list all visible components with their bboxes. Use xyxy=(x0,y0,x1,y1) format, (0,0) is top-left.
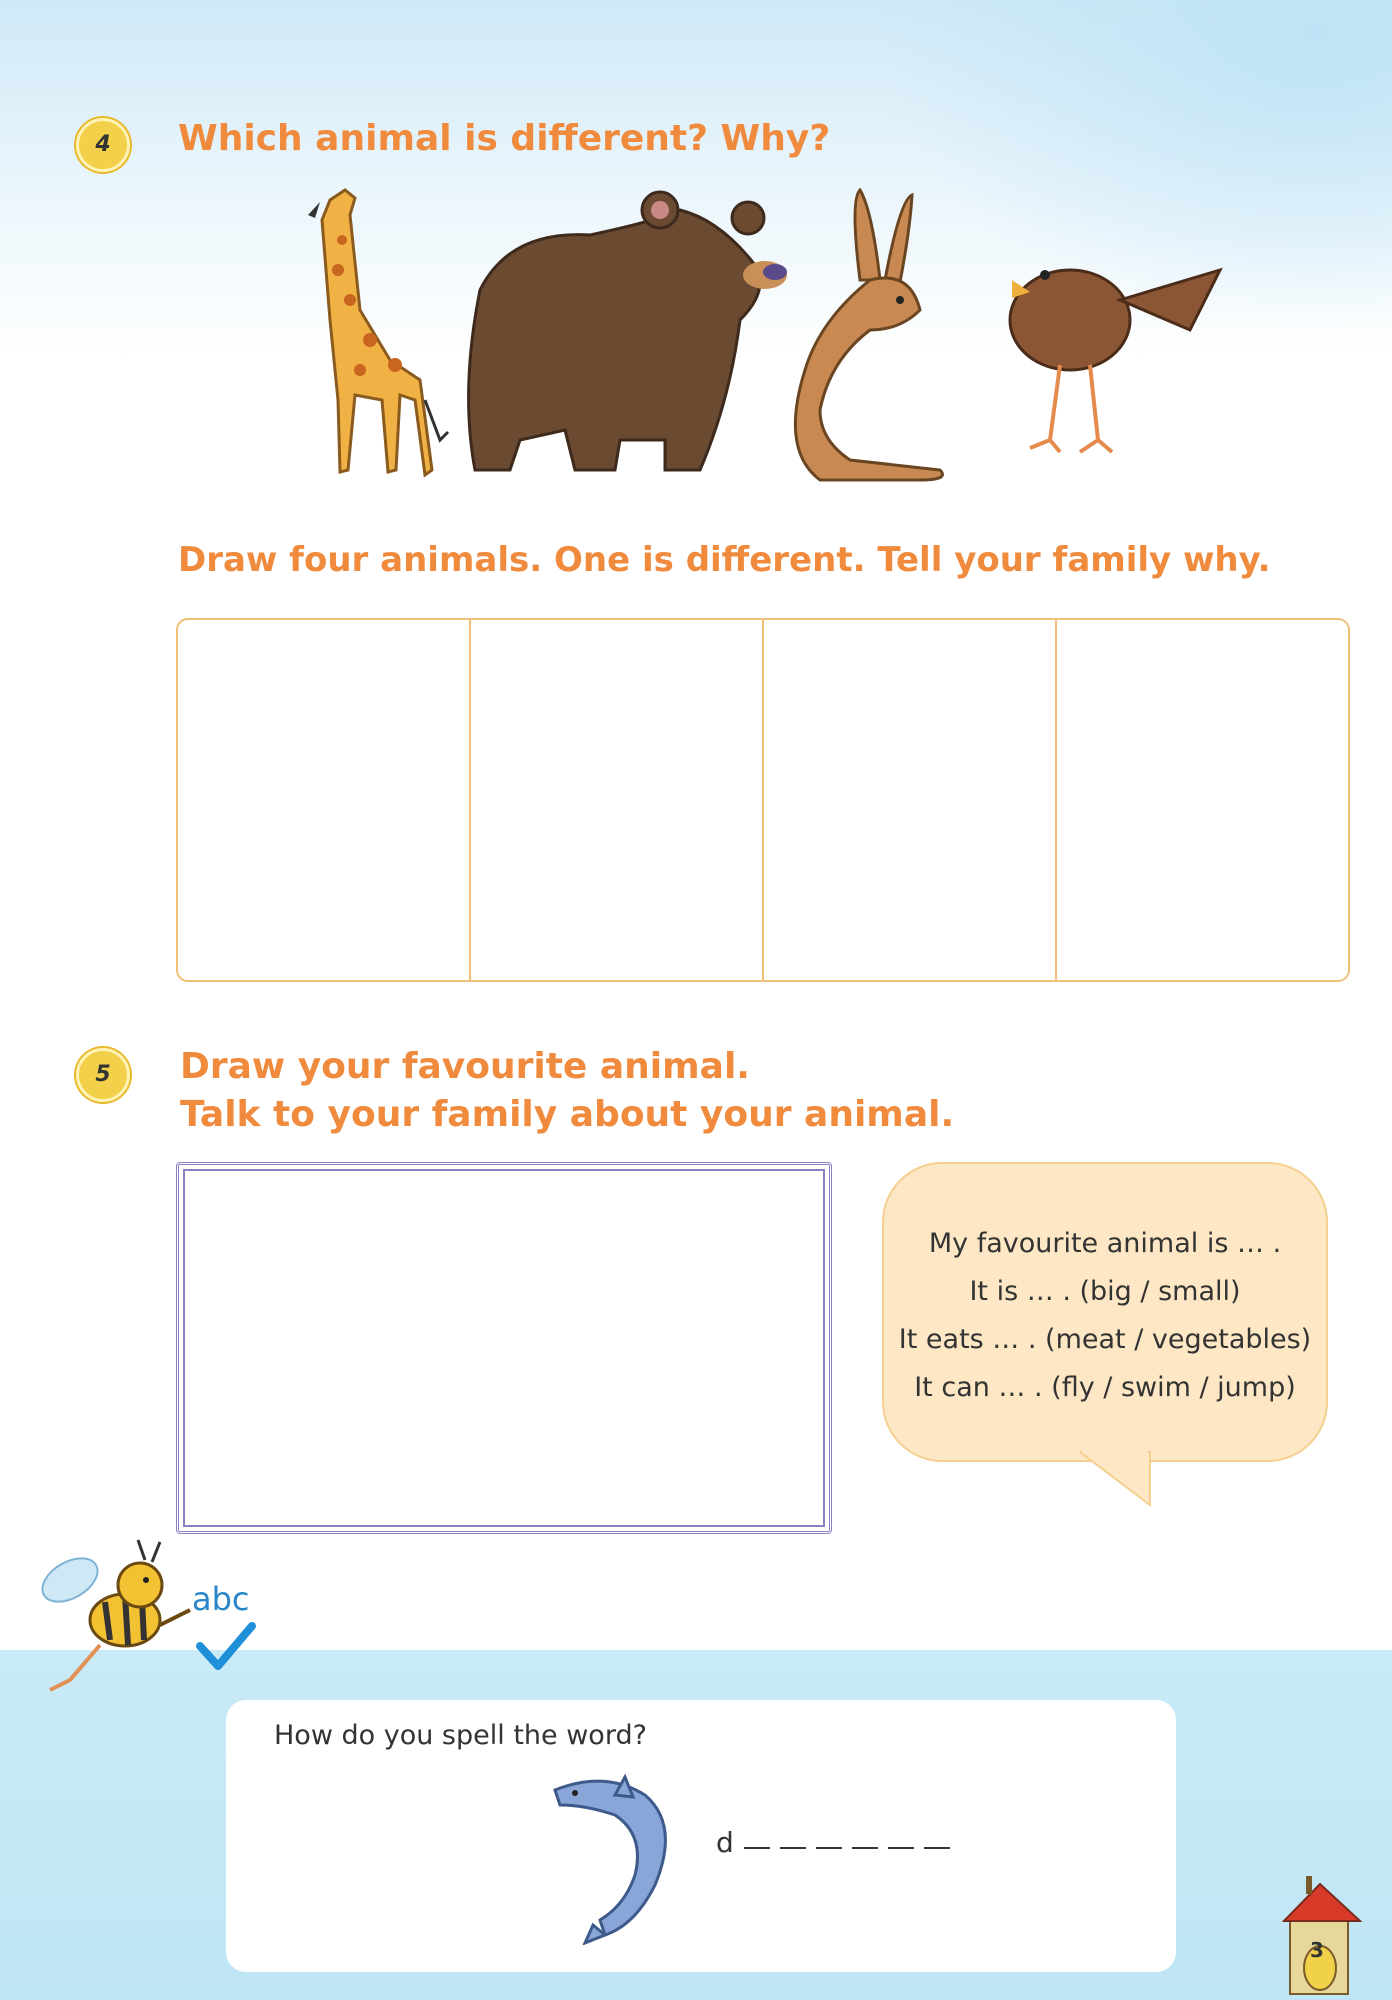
spelling-first-letter: d xyxy=(716,1826,734,1859)
exercise-4-question: Which animal is different? Why? xyxy=(178,118,831,159)
giraffe-illustration xyxy=(308,190,448,475)
abc-label: abc xyxy=(192,1580,250,1618)
dolphin-icon xyxy=(545,1765,685,1945)
bee-mascot-icon xyxy=(30,1530,200,1720)
bubble-line: It can … . (fly / swim / jump) xyxy=(914,1372,1296,1403)
bubble-line: It is … . (big / small) xyxy=(969,1276,1241,1307)
exercise-number-badge: 5 xyxy=(76,1048,130,1102)
exercise-5-line-2: Talk to your family about your animal. xyxy=(180,1094,955,1135)
exercise-number-badge: 4 xyxy=(76,118,130,172)
drawing-grid xyxy=(176,618,1350,982)
favourite-animal-drawing-box[interactable] xyxy=(176,1162,832,1534)
checkmark-icon xyxy=(196,1622,256,1672)
drawing-cell[interactable] xyxy=(1057,620,1348,980)
spelling-blanks[interactable] xyxy=(742,1842,962,1854)
house-icon xyxy=(1282,1866,1362,1996)
drawing-cell[interactable] xyxy=(471,620,764,980)
drawing-cell[interactable] xyxy=(178,620,471,980)
bubble-line: It eats … . (meat / vegetables) xyxy=(898,1324,1312,1355)
bear-illustration xyxy=(469,192,787,470)
page-number: 3 xyxy=(1310,1938,1324,1962)
bird-illustration xyxy=(1010,270,1220,452)
bubble-line: My favourite animal is … . xyxy=(928,1228,1282,1259)
speech-bubble-text xyxy=(882,1220,1328,1412)
speech-bubble-tail xyxy=(1080,1450,1160,1510)
drawing-cell[interactable] xyxy=(764,620,1057,980)
animals-illustration xyxy=(260,170,1240,500)
exercise-5-line-1: Draw your favourite animal. xyxy=(180,1046,750,1087)
hare-illustration xyxy=(795,190,942,480)
exercise-4-instruction: Draw four animals. One is different. Tell your family why. xyxy=(178,540,1271,580)
spelling-question: How do you spell the word? xyxy=(274,1720,647,1751)
